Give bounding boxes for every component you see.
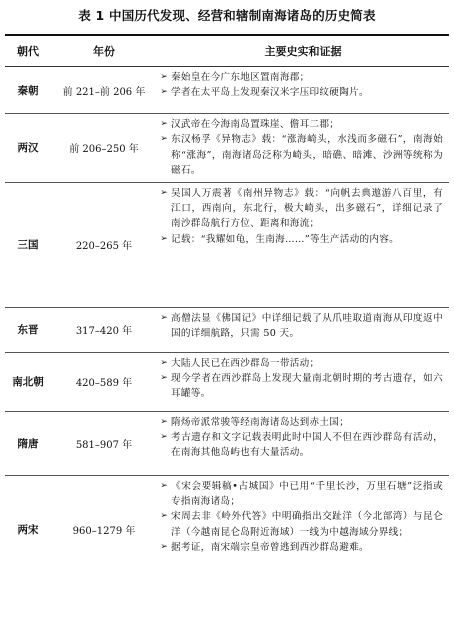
dynasty-cell: 两汉 — [17, 142, 39, 155]
table-body — [5, 67, 449, 584]
event-text: 东汉杨孚《异物志》载：“涨海崎头，水浅而多磁石”，南海始称“涨海”，南海诸岛泛称为崎头，暗礁、暗滩、沙洲等统称为磁石。 — [171, 134, 443, 177]
dynasty-cell: 三国 — [17, 239, 39, 252]
years-cell: 960–1279 年 — [72, 526, 136, 538]
table-row — [5, 67, 449, 114]
header-events: 主要史实和证据 — [264, 45, 342, 58]
years-cell: 420–589 年 — [75, 378, 133, 390]
arrow-bullet-icon: ➢ — [160, 187, 168, 198]
event-text: 汉武帝在今海南岛置珠崖、儋耳二郡； — [171, 119, 340, 130]
arrow-bullet-icon: ➢ — [160, 72, 168, 82]
table-row — [5, 412, 449, 476]
event-item — [157, 85, 443, 100]
events-cell — [157, 308, 449, 352]
event-item — [157, 311, 443, 342]
event-item — [157, 117, 443, 132]
arrow-bullet-icon: ➢ — [160, 233, 168, 244]
arrow-bullet-icon: ➢ — [160, 511, 168, 522]
event-text: 吴国人万震著《南州异物志》载：“向帆去典遨游八百里，有江口，西南向，东北行，极大崎头，出多磁石”，详细记录了南沙群岛航行方位、距离和海流； — [171, 187, 443, 230]
arrow-bullet-icon: ➢ — [160, 312, 168, 323]
event-text: 隋炀帝派常骏等经南海诸岛达到赤土国； — [171, 416, 350, 428]
arrow-bullet-icon: ➢ — [160, 357, 168, 368]
arrow-bullet-icon: ➢ — [160, 373, 168, 384]
event-item — [157, 479, 443, 510]
years-cell: 317–420 年 — [75, 326, 133, 338]
history-table — [5, 34, 449, 584]
dynasty-cell: 南北朝 — [12, 376, 44, 389]
table-row — [5, 308, 449, 353]
event-text: 宋周去非《岭外代答》中明确指出交趾洋（今北部湾）与昆仑洋（今越南昆仑岛附近海域）一线为中越海域分界线； — [171, 511, 443, 538]
events-cell — [157, 183, 449, 307]
event-item — [157, 232, 443, 247]
dynasty-cell: 东晋 — [17, 324, 39, 337]
event-item — [157, 430, 443, 461]
events-cell — [157, 412, 449, 475]
event-item — [157, 70, 443, 85]
arrow-bullet-icon: ➢ — [160, 416, 168, 427]
event-item — [157, 415, 443, 430]
events-cell — [157, 353, 449, 411]
event-text: 据考证，南宋端宗皇帝曾逃到西沙群岛避难。 — [171, 542, 369, 554]
dynasty-cell: 秦朝 — [17, 84, 39, 97]
events-cell — [157, 67, 449, 113]
table-title: 表 1 中国历代发现、经营和辖制南海诸岛的历史简表 — [78, 8, 376, 23]
arrow-bullet-icon: ➢ — [160, 480, 168, 491]
events-cell — [157, 476, 449, 584]
event-item — [157, 356, 443, 371]
event-text: 考古遗存和文字记载表明此时中国人不但在西沙群岛有活动，在南海其他岛屿也有大量活动。 — [171, 432, 443, 459]
event-text: 记载：“我耀如龟，生南海……”等生产活动的内容。 — [171, 233, 400, 245]
event-text: 秦始皇在今广东地区置南海郡； — [171, 72, 310, 83]
header-years: 年份 — [93, 45, 115, 58]
arrow-bullet-icon: ➢ — [160, 432, 168, 443]
event-item — [157, 540, 443, 555]
years-cell: 220–265 年 — [75, 241, 133, 253]
table-row — [5, 114, 449, 183]
arrow-bullet-icon: ➢ — [160, 119, 168, 129]
table-row — [5, 353, 449, 412]
years-cell: 前 206–250 年 — [69, 144, 139, 156]
event-item — [157, 509, 443, 540]
event-text: 《宋会要辑稿•占城国》中已用“千里长沙，万里石塘”泛指或专指南海诸岛； — [171, 480, 443, 508]
event-text: 大陆人民已在西沙群岛一带活动； — [171, 357, 320, 369]
table-row — [5, 183, 449, 308]
event-item — [157, 371, 443, 402]
header-dynasty: 朝代 — [17, 45, 39, 58]
events-cell — [157, 114, 449, 182]
event-item — [157, 132, 443, 178]
arrow-bullet-icon: ➢ — [160, 134, 168, 145]
event-text: 高僧法显《佛国记》中详细记载了从爪哇取道南海从印度返中国的详细航路，只需 50 天。 — [171, 312, 443, 340]
years-cell: 581–907 年 — [75, 439, 133, 451]
event-item — [157, 186, 443, 232]
arrow-bullet-icon: ➢ — [160, 542, 168, 553]
event-text: 现今学者在西沙群岛上发现大量南北朝时期的考古遗存，如六耳罐等。 — [171, 373, 443, 400]
table-row — [5, 476, 449, 584]
years-cell: 前 221–前 206 年 — [62, 86, 146, 98]
event-text: 学者在太平岛上发现秦汉米字压印纹硬陶片。 — [171, 87, 369, 99]
dynasty-cell: 两宋 — [17, 524, 39, 537]
table-header-row — [5, 36, 449, 67]
arrow-bullet-icon: ➢ — [160, 87, 168, 98]
dynasty-cell: 隋唐 — [17, 437, 39, 450]
